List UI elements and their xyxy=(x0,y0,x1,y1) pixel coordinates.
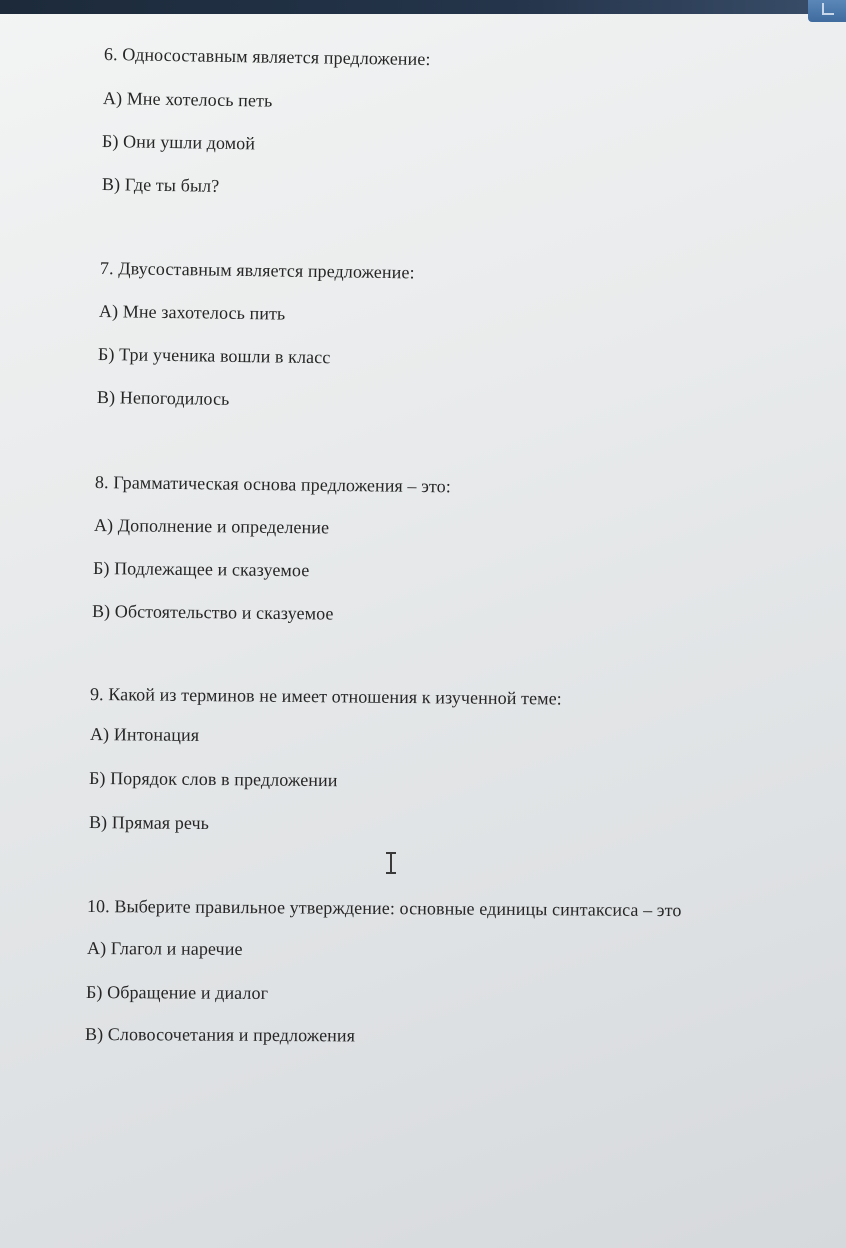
question-7-option-c: В) Непогодилось xyxy=(96,387,230,409)
question-6-option-c: В) Где ты был? xyxy=(101,174,220,196)
question-9-option-b: Б) Порядок слов в предложении xyxy=(88,768,338,791)
question-8-option-a: А) Дополнение и определение xyxy=(93,515,330,538)
question-6-prompt: 6. Односоставным является предложение: xyxy=(103,44,431,70)
question-9-option-a: А) Интонация xyxy=(89,724,200,745)
question-8-prompt: 8. Грамматическая основа предложения – это: xyxy=(94,472,452,497)
question-10-option-b: Б) Обращение и диалог xyxy=(85,982,269,1003)
question-10-prompt: 10. Выберите правильное утверждение: основные единицы синтаксиса – это xyxy=(86,896,682,921)
question-7-option-b: Б) Три ученика вошли в класс xyxy=(97,344,331,368)
question-6-option-a: А) Мне хотелось петь xyxy=(102,88,273,111)
text-cursor-icon xyxy=(386,852,396,874)
question-10-option-a: А) Глагол и наречие xyxy=(86,938,243,959)
question-8-option-b: Б) Подлежащее и сказуемое xyxy=(92,558,310,581)
question-8-option-c: В) Обстоятельство и сказуемое xyxy=(91,601,334,624)
question-7-prompt: 7. Двусоставным является предложение: xyxy=(99,258,415,283)
question-10-option-c: В) Словосочетания и предложения xyxy=(84,1024,356,1046)
question-7-option-a: А) Мне захотелось пить xyxy=(98,301,286,324)
question-9-option-c: В) Прямая речь xyxy=(88,812,210,834)
question-9-prompt: 9. Какой из терминов не имеет отношения к изученной теме: xyxy=(89,684,562,709)
question-6-option-b: Б) Они ушли домой xyxy=(101,131,256,154)
